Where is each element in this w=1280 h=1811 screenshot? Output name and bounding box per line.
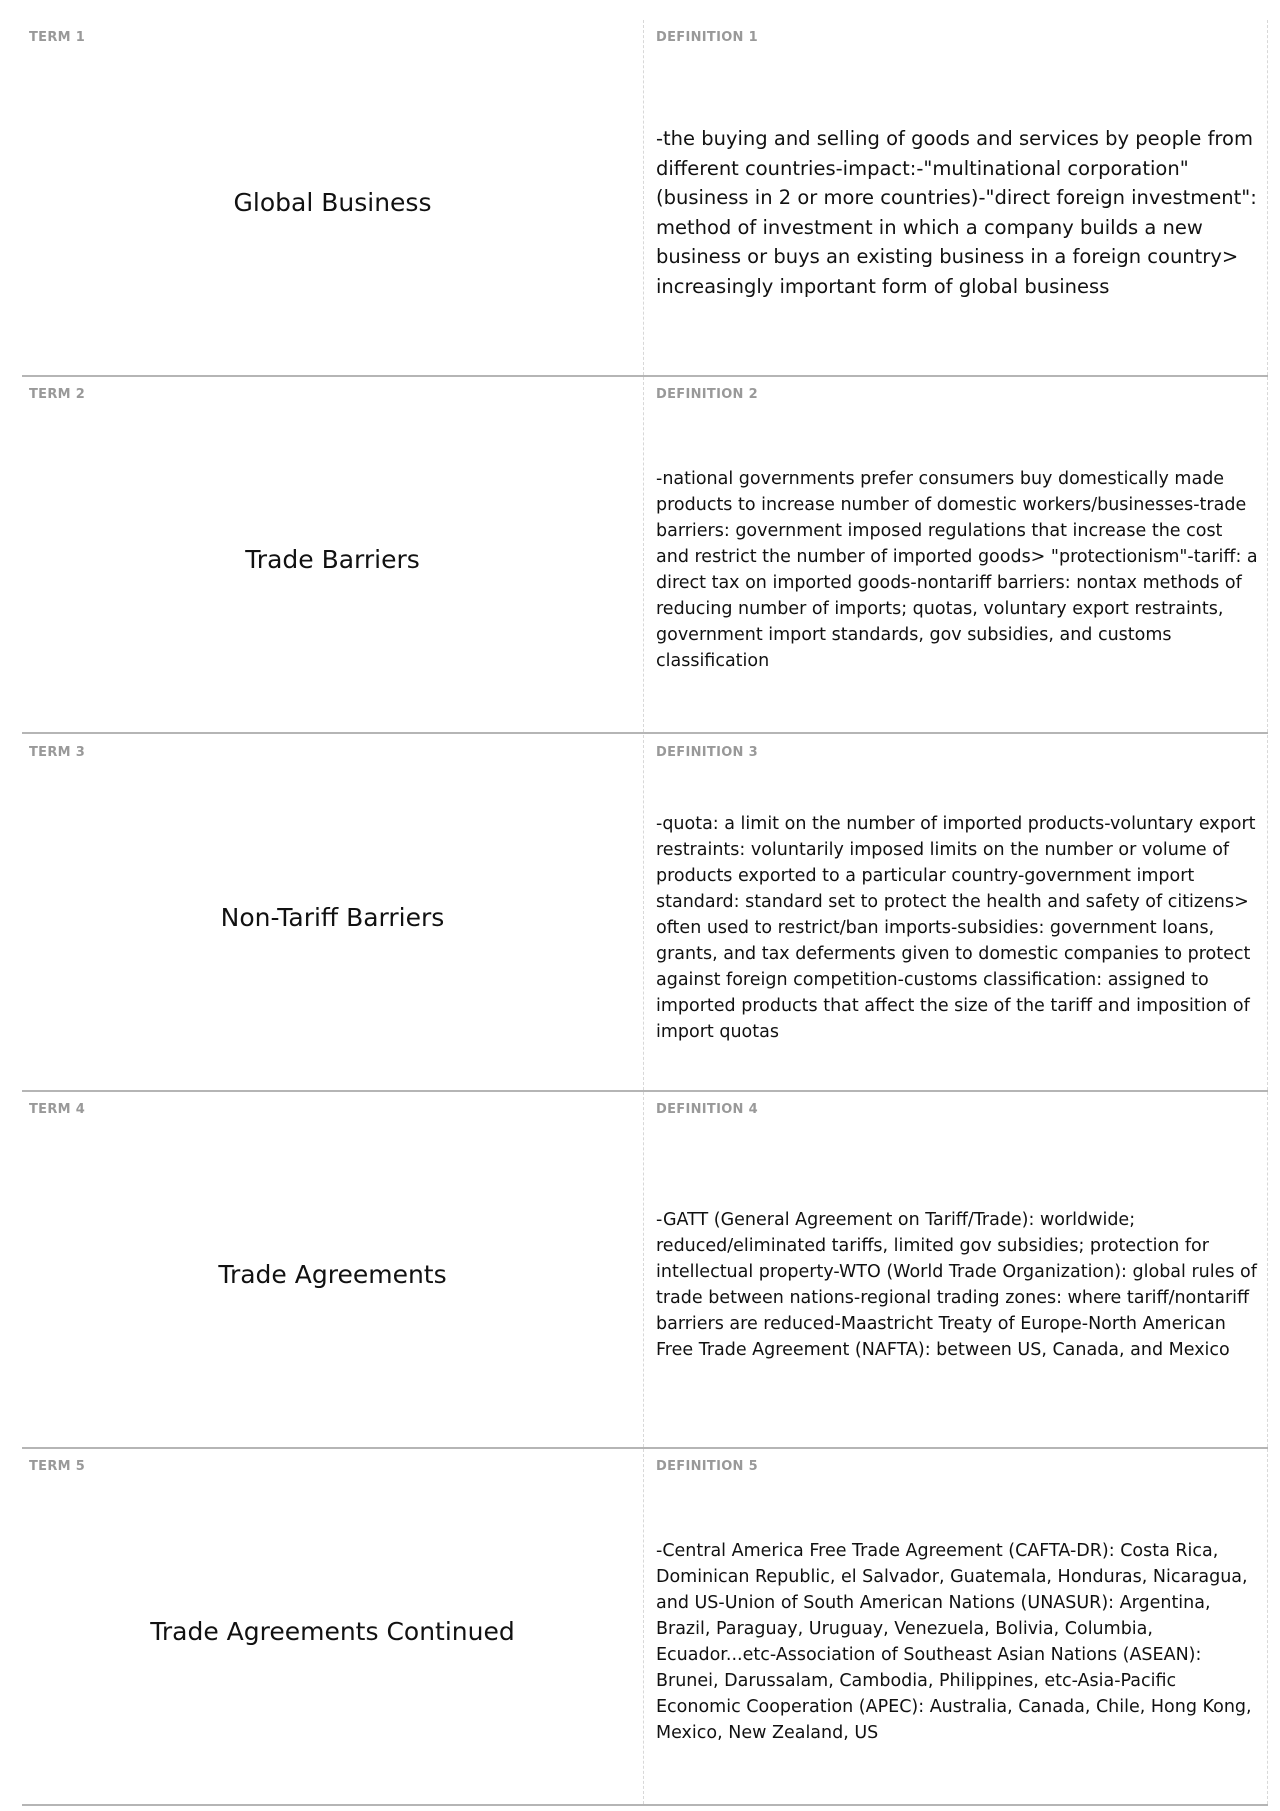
term-cell	[22, 20, 644, 375]
term-text: Trade Agreements	[218, 1260, 447, 1289]
term-label: TERM 3	[29, 745, 86, 760]
definition-body: -quota: a limit on the number of imported products-voluntary export restraints: voluntarily imposed limits on the number or volume of products exported to a particular country-government import standard: standard set to protect the health and safety of citizens> often used to restrict/ban imports-subsidies: government loans, grants, and tax deferments given to domestic companies to protect against foreign competition-customs classification: assigned to imported products that affect the size of the tariff and imposition of import quotas	[656, 813, 1256, 1042]
flashcard-row	[22, 20, 1268, 377]
definition-body: -Central America Free Trade Agreement (CAFTA-DR): Costa Rica, Dominican Republic, el Salvador, Guatemala, Honduras, Nicaragua, and US-Union of South American Nations (UNASUR): Argentina, Brazil, Paraguay, Uruguay, Venezuela, Bolivia, Columbia, Ecuador...etc-Association of Southeast Asian Nations (ASEAN): Brunei, Darussalam, Cambodia, Philippines, etc-Asia-Pacific Economic Cooperation (APEC): Australia, Canada, Chile, Hong Kong, Mexico, New Zealand, US	[656, 1540, 1252, 1743]
definition-label: DEFINITION 3	[656, 745, 758, 760]
term-cell	[22, 1092, 644, 1447]
definition-cell	[644, 377, 1268, 732]
definition-cell	[644, 735, 1268, 1090]
definition-body: -the buying and selling of goods and services by people from different countries-impact:-"multinational corporation" (business in 2 or more countries)-"direct foreign investment": method of investment in which a company builds a new business or buys an existing business in a foreign country> increasingly important form of global business	[656, 127, 1257, 298]
definition-label: DEFINITION 2	[656, 387, 758, 402]
term-label: TERM 5	[29, 1459, 86, 1474]
definition-text	[656, 50, 1259, 375]
definition-label: DEFINITION 5	[656, 1459, 758, 1474]
definition-cell	[644, 20, 1268, 375]
term-label: TERM 4	[29, 1102, 86, 1117]
term-text: Non-Tariff Barriers	[220, 903, 445, 932]
flashcard-row	[22, 377, 1268, 734]
term-cell	[22, 377, 644, 732]
definition-text	[656, 765, 1259, 1090]
definition-text	[656, 1479, 1259, 1804]
definition-body: -GATT (General Agreement on Tariff/Trade): worldwide; reduced/eliminated tariffs, limited gov subsidies; protection for intellectual property-WTO (World Trade Organization): global rules of trade between nations-regional trading zones: where tariff/nontariff barriers are reduced-Maastricht Treaty of Europe-North American Free Trade Agreement (NAFTA): between US, Canada, and Mexico	[656, 1209, 1257, 1360]
flashcard-row	[22, 1449, 1268, 1806]
definition-label: DEFINITION 4	[656, 1102, 758, 1117]
definition-text	[656, 1122, 1259, 1447]
term-label: TERM 1	[29, 30, 86, 45]
definition-text	[656, 407, 1259, 732]
term-text: Trade Agreements Continued	[150, 1617, 515, 1646]
definition-cell	[644, 1449, 1268, 1804]
term-text: Trade Barriers	[245, 545, 420, 574]
term-cell	[22, 1449, 644, 1804]
definition-body: -national governments prefer consumers buy domestically made products to increase number of domestic workers/businesses-trade barriers: government imposed regulations that increase the cost and restrict the number of imported goods> "protectionism"-tariff: a direct tax on imported goods-nontariff barriers: nontax methods of reducing number of imports; quotas, voluntary export restraints, government import standards, gov subsidies, and customs classification	[656, 468, 1258, 671]
flashcard-row	[22, 735, 1268, 1092]
flashcard-row	[22, 1092, 1268, 1449]
term-text: Global Business	[233, 188, 432, 217]
term-cell	[22, 735, 644, 1090]
definition-label: DEFINITION 1	[656, 30, 758, 45]
term-label: TERM 2	[29, 387, 86, 402]
definition-cell	[644, 1092, 1268, 1447]
